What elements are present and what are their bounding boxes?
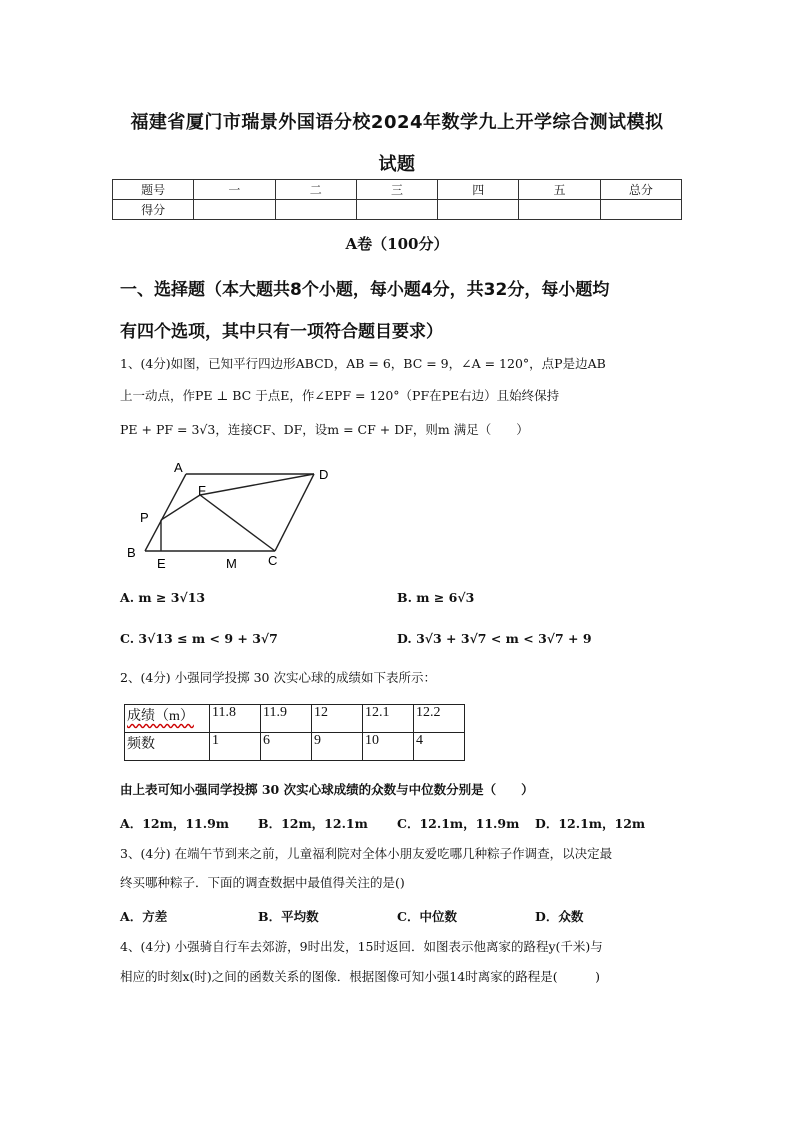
segment-fd <box>200 474 314 495</box>
score-cell: 二 <box>275 180 356 200</box>
q1-option-c[interactable]: C. 3√13 ≤ m < 9 + 3√7 <box>120 631 278 646</box>
q1-stem-line3: PE + PF = 3√3，连接CF、DF，设m = CF + DF，则m 满足（ ） <box>120 422 529 437</box>
q2-table-cell: 12.1 <box>363 705 414 733</box>
score-input-cell[interactable] <box>275 200 356 220</box>
label-f: F <box>198 483 206 498</box>
q4-stem-line1: 4、(4分) 小强骑自行车去郊游，9时出发，15时返回．如图表示他离家的路程y(千米)与 <box>120 939 603 954</box>
q1-stem-line2: 上一动点，作PE ⊥ BC 于点E，作∠EPF = 120°（PF在PE右边）且始终保持 <box>120 388 560 403</box>
score-input-cell[interactable] <box>600 200 681 220</box>
q3-option-a[interactable]: A．方差 <box>120 909 168 924</box>
segment-fc <box>200 495 275 551</box>
q2-table-cell <box>125 705 210 733</box>
score-input-cell[interactable] <box>356 200 437 220</box>
q2-data-table <box>124 704 465 761</box>
q3-stem-line2: 终买哪种粽子．下面的调查数据中最值得关注的是() <box>120 875 405 890</box>
label-m: M <box>226 556 237 571</box>
score-cell: 得分 <box>113 200 194 220</box>
q1-option-d[interactable]: D. 3√3 + 3√7 < m < 3√7 + 9 <box>397 631 592 646</box>
score-table-header-row <box>113 180 682 200</box>
q3-option-b[interactable]: B．平均数 <box>258 909 319 924</box>
label-d: D <box>319 467 329 482</box>
score-cell: 三 <box>356 180 437 200</box>
document-title-line2: 试题 <box>378 154 416 175</box>
score-cell: 题号 <box>113 180 194 200</box>
part-a-heading: A卷（100分） <box>345 235 449 253</box>
segment-pf <box>161 495 200 520</box>
score-cell: 一 <box>194 180 275 200</box>
label-p: P <box>140 510 149 525</box>
q2-table-cell: 11.8 <box>210 705 261 733</box>
edge-ab <box>145 474 186 551</box>
q2-table-row <box>125 733 465 761</box>
label-b: B <box>127 545 136 560</box>
q2-table-cell: 频数 <box>125 733 210 761</box>
score-cell: 四 <box>438 180 519 200</box>
q2-table-cell: 6 <box>261 733 312 761</box>
score-cell: 总分 <box>600 180 681 200</box>
q2-option-a[interactable]: A．12m，11.9m <box>120 816 229 831</box>
q2-table-cell: 4 <box>414 733 465 761</box>
score-input-cell[interactable] <box>194 200 275 220</box>
label-a: A <box>174 460 183 475</box>
q2-header-score: 成绩（m） <box>127 709 194 724</box>
label-e: E <box>157 556 166 571</box>
section1-heading-line2: 有四个选项，其中只有一项符合题目要求） <box>120 322 443 342</box>
q4-stem-line2: 相应的时刻x(时)之间的函数关系的图像．根据图像可知小强14时离家的路程是( ) <box>120 969 600 984</box>
score-table <box>112 179 682 220</box>
q2-table-row <box>125 705 465 733</box>
score-cell: 五 <box>519 180 600 200</box>
q3-option-c[interactable]: C．中位数 <box>397 909 457 924</box>
q1-option-a[interactable]: A. m ≥ 3√13 <box>120 590 206 605</box>
q2-option-b[interactable]: B．12m，12.1m <box>258 816 368 831</box>
q2-option-d[interactable]: D．12.1m，12m <box>535 816 646 831</box>
q1-stem-line1: 1、(4分)如图，已知平行四边形ABCD，AB = 6，BC = 9，∠A = 120°，点P是边AB <box>120 356 606 371</box>
edge-cd <box>275 474 314 551</box>
score-input-cell[interactable] <box>519 200 600 220</box>
section1-heading-line1: 一、选择题（本大题共8个小题，每小题4分，共32分，每小题均 <box>120 280 610 300</box>
q1-option-b[interactable]: B. m ≥ 6√3 <box>397 590 475 605</box>
score-input-cell[interactable] <box>438 200 519 220</box>
score-table-score-row <box>113 200 682 220</box>
q2-question: 由上表可知小强同学投掷 30 次实心球成绩的众数与中位数分别是（ ） <box>120 782 534 797</box>
q2-option-c[interactable]: C．12.1m，11.9m <box>397 816 520 831</box>
q2-table-cell: 9 <box>312 733 363 761</box>
q2-stem: 2、(4分) 小强同学投掷 30 次实心球的成绩如下表所示： <box>120 670 436 685</box>
document-title-line1: 福建省厦门市瑞景外国语分校2024年数学九上开学综合测试模拟 <box>130 112 664 133</box>
q2-table-cell: 12.2 <box>414 705 465 733</box>
parallelogram-figure <box>120 455 340 575</box>
q3-stem-line1: 3、(4分) 在端午节到来之前，儿童福利院对全体小朋友爱吃哪几种粽子作调查，以决定最 <box>120 846 613 861</box>
q2-table-cell: 10 <box>363 733 414 761</box>
q2-table-cell: 11.9 <box>261 705 312 733</box>
q2-table-cell: 1 <box>210 733 261 761</box>
label-c: C <box>268 553 278 568</box>
q3-option-d[interactable]: D．众数 <box>535 909 584 924</box>
q2-table-cell: 12 <box>312 705 363 733</box>
